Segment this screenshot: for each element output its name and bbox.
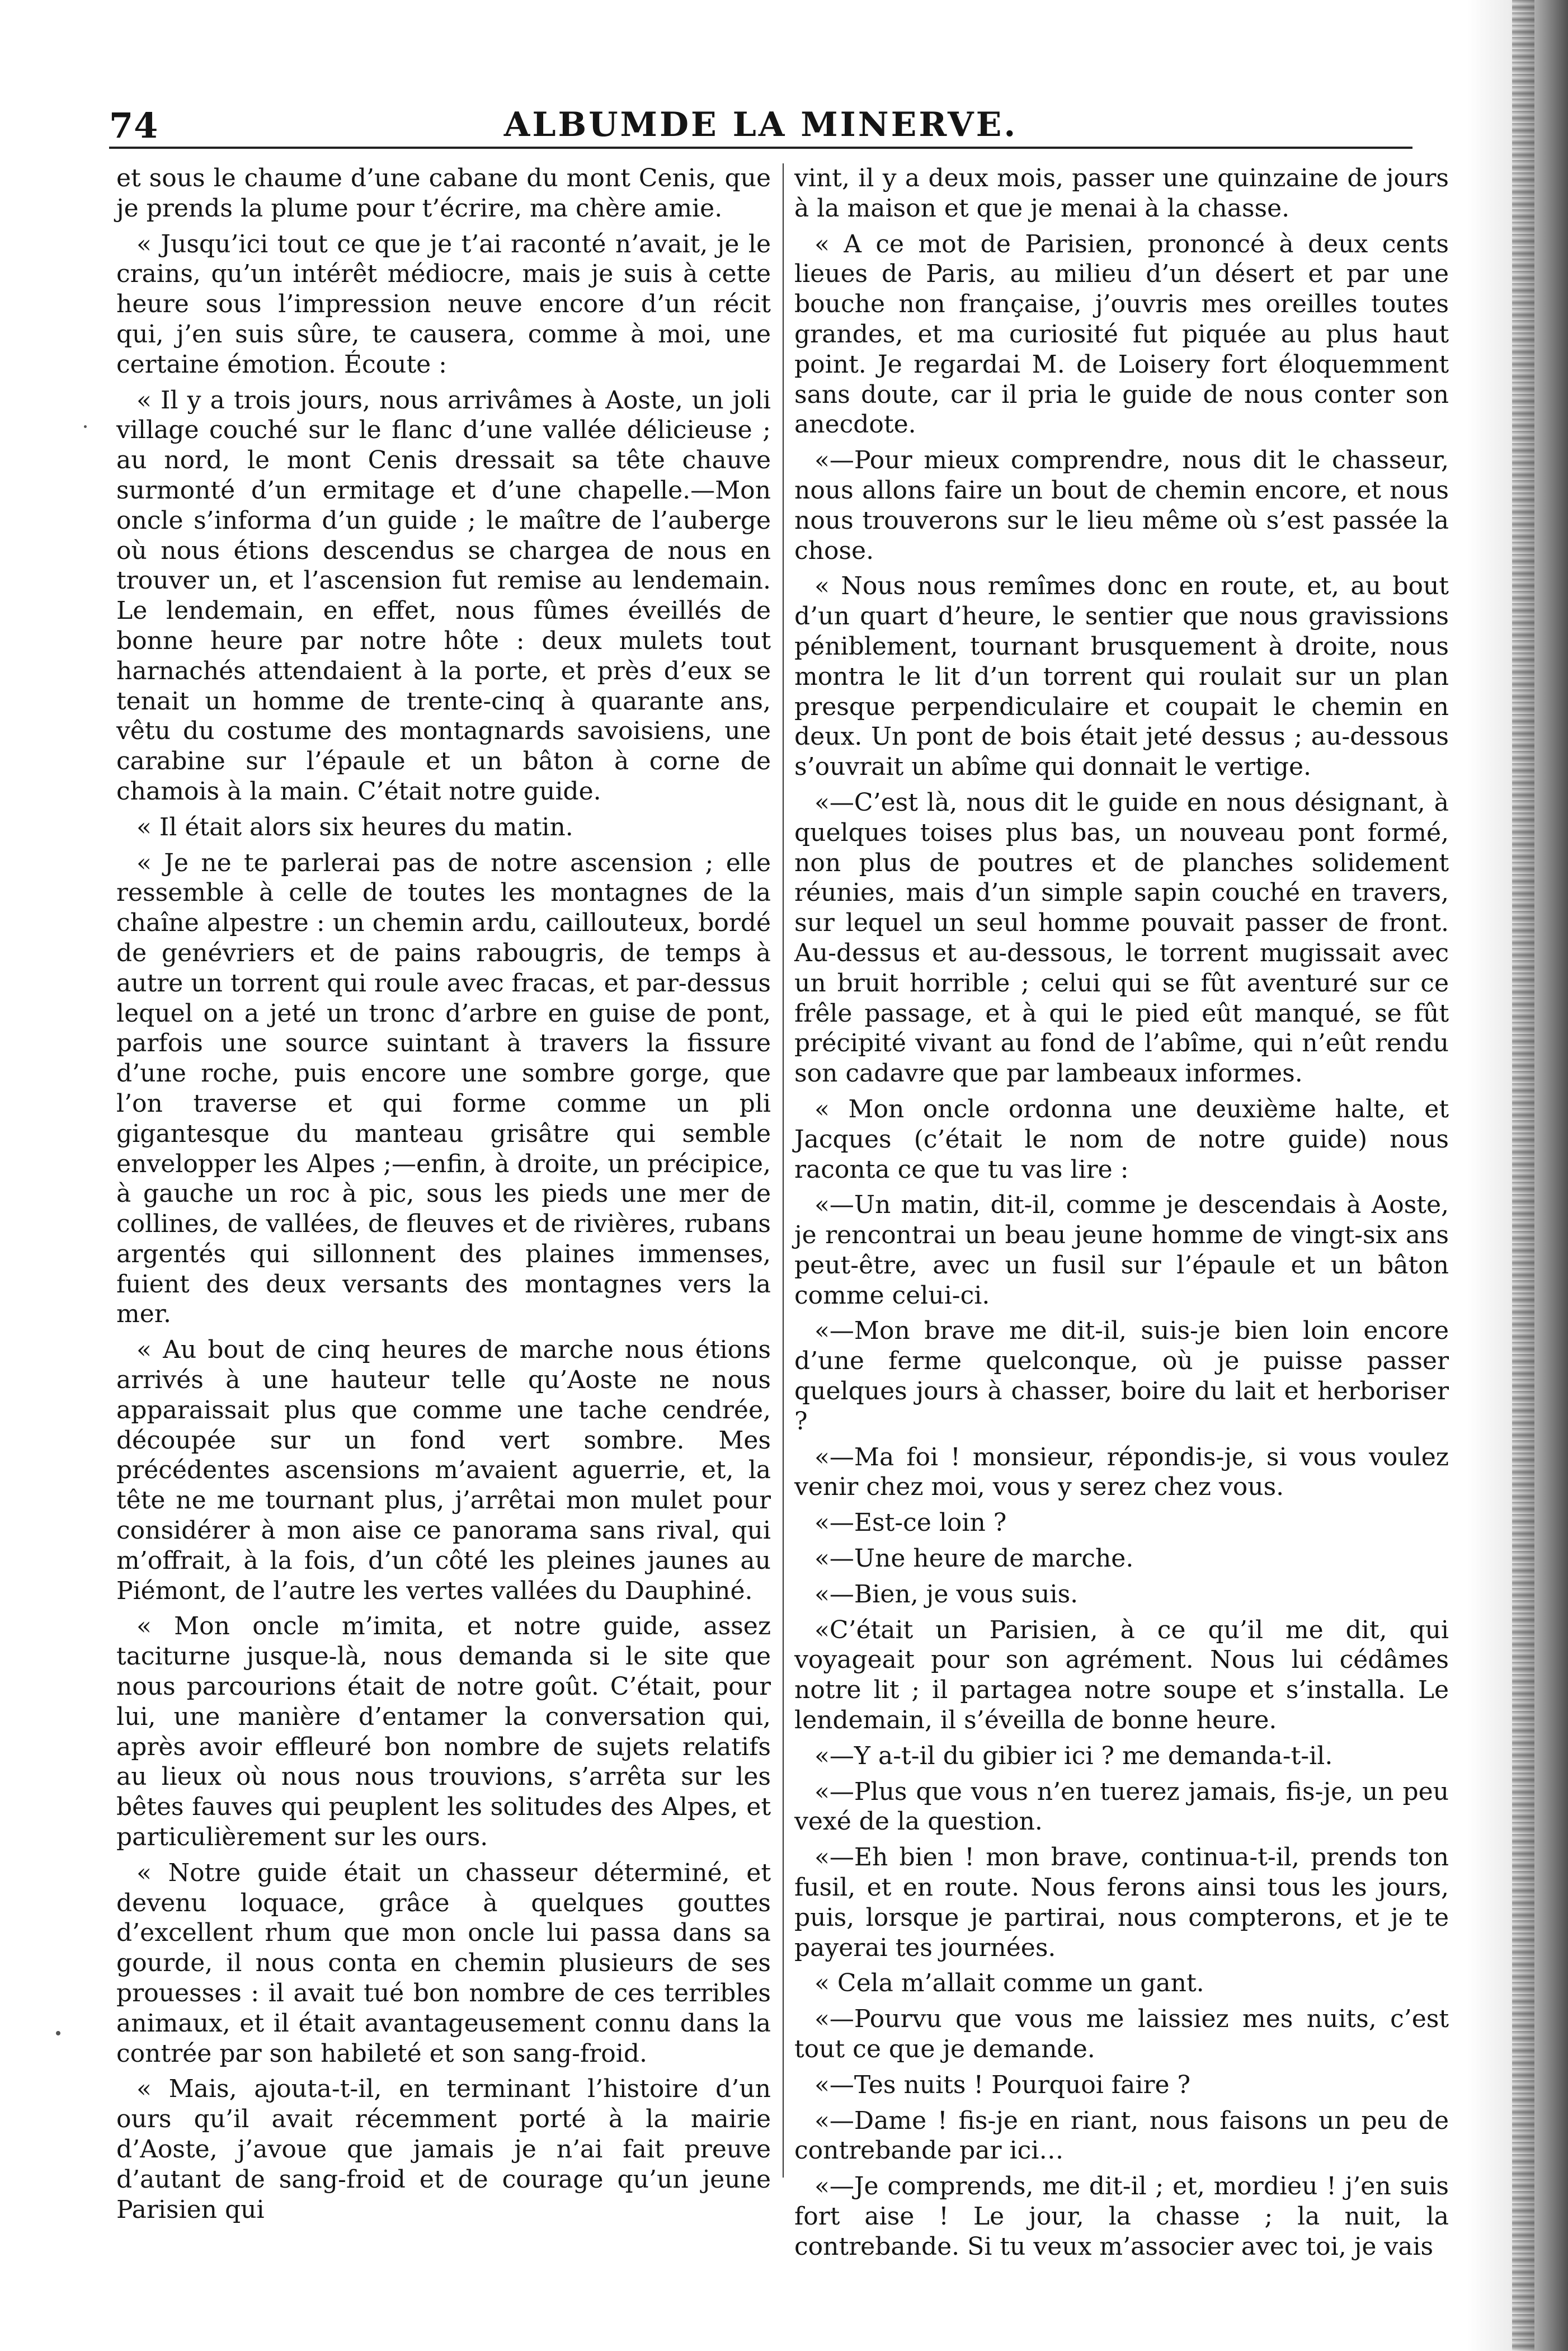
paragraph: vint, il y a deux mois, passer une quinzaine de jours à la maison et que je menai à la chasse. [794, 164, 1449, 223]
paragraph: «—Y a-t-il du gibier ici ? me demanda-t-il. [814, 1741, 1333, 1770]
paragraph: « Je ne te parlerai pas de notre ascension ; elle ressemble à celle de toutes les montagnes de la chaîne alpestre : un chemin ardu, caillouteux, bordé de genévriers et de pains rabougris, de temps à autre un torrent qui roule avec fracas, et par-dessus lequel on a jeté un tronc d’arbre en guise de pont, parfois une source suintant à travers la fissure d’une roche, puis encore une sombre gorge, que l’on traverse et qui forme comme un pli gigantesque du manteau grisâtre qui semble envelopper les Alpes ;—enfin, à droite, un précipice, à gauche un roc à pic, sous les pieds une mer de collines, de vallées, de fleuves et de rivières, rubans argentés qui sillonnent des plaines immenses, fuient des deux versants des montagnes vers la mer. [116, 848, 771, 1329]
paragraph: «—Plus que vous n’en tuerez jamais, fis-je, un peu vexé de la question. [794, 1777, 1449, 1836]
paragraph: «—Je comprends, me dit-il ; et, mordieu ! j’en suis fort aise ! Le jour, la chasse ; la nuit, la contrebande. Si tu veux m’associer avec toi, je vais [794, 2172, 1449, 2261]
print-speck [84, 425, 87, 428]
paragraph: «—Tes nuits ! Pourquoi faire ? [814, 2070, 1191, 2099]
header-rule [109, 147, 1412, 149]
paragraph: « Il y a trois jours, nous arrivâmes à Aoste, un joli village couché sur le flanc d’une vallée délicieuse ; au nord, le mont Cenis dressait sa tête chauve surmonté d’un ermitage et d’une chapelle.—Mon oncle s’informa d’un guide ; le maître de l’auberge où nous étions descendus se chargea de nous en trouver un, et l’ascension fut remise au lendemain. Le lendemain, en effet, nous fûmes éveillés de bonne heure par notre hôte : deux mulets tout harnachés attendaient à la porte, et près d’eux se tenait un homme de trente-cinq à quarante ans, vêtu du costume des montagnards savoisiens, une carabine sur l’épaule et un bâton à corne de chamois à la main. C’était notre guide. [116, 385, 771, 806]
paragraph: «C’était un Parisien, à ce qu’il me dit, qui voyageait pour son agrément. Nous lui cédâmes notre lit ; il partagea notre soupe et s’installa. Le lendemain, il s’éveilla de bonne heure. [794, 1615, 1449, 1735]
paragraph: «—Bien, je vous suis. [814, 1579, 1079, 1609]
paragraph: « Mais, ajouta-t-il, en terminant l’histoire d’un ours qu’il avait récemment porté à la mairie d’Aoste, j’avoue que jamais je n’ai fait preuve d’autant de sang-froid et de courage qu’un jeune Parisien qui [116, 2075, 771, 2224]
running-header [109, 95, 1412, 145]
paragraph: « Cela m’allait comme un gant. [814, 1969, 1204, 1998]
paragraph: «—Eh bien ! mon brave, continua-t-il, prends ton fusil, et en route. Nous ferons ainsi tous les jours, puis, lorsque je partirai, nous compterons, et je te payerai tes journées. [794, 1843, 1449, 1962]
running-title: ALBUMDE LA MINERVE. [503, 105, 1018, 144]
paragraph: et sous le chaume d’une cabane du mont Cenis, que je prends la plume pour t’écrire, ma chère amie. [116, 164, 771, 223]
paragraph: « Notre guide était un chasseur déterminé, et devenu loquace, grâce à quelques gouttes d’excellent rhum que mon oncle lui passa dans sa gourde, il nous conta en chemin plusieurs de ses prouesses : il avait tué bon nombre de ces terribles animaux, et il était avantageusement connu dans la contrée par son habileté et son sang-froid. [116, 1858, 771, 2068]
paragraph: «—Dame ! fis-je en riant, nous faisons un peu de contrebande par ici… [794, 2106, 1449, 2165]
column-divider [783, 163, 784, 2178]
paragraph: «—Ma foi ! monsieur, répondis-je, si vous voulez venir chez moi, vous y serez chez vous. [794, 1442, 1449, 1502]
paragraph: «—Est-ce loin ? [814, 1508, 1007, 1537]
paragraph: « Au bout de cinq heures de marche nous étions arrivés à une hauteur telle qu’Aoste ne nous apparaissait plus que comme une tache cendrée, découpée sur un fond vert sombre. Mes précédentes ascensions m’avaient aguerrie, et, la tête ne me tournant plus, j’arrêtai mon mulet pour considérer à mon aise ce panorama sans rival, qui m’offrait, à la fois, d’un côté les pleines jaunes au Piémont, de l’autre les vertes vallées du Dauphiné. [116, 1336, 771, 1605]
paragraph: «—Un matin, dit-il, comme je descendais à Aoste, je rencontrai un beau jeune homme de vingt-six ans peut-être, avec un fusil sur l’épaule et un bâton comme celui-ci. [794, 1191, 1449, 1310]
left-column [116, 163, 771, 2230]
paragraph: « A ce mot de Parisien, prononcé à deux cents lieues de Paris, au milieu d’un désert et par une bouche non française, j’ouvris mes oreilles toutes grandes, et ma curiosité fut piquée au plus haut point. Je regardai M. de Loisery fort éloquemment sans doute, car il pria le guide de nous conter son anecdote. [794, 229, 1449, 439]
paragraph: « Jusqu’ici tout ce que je t’ai raconté n’avait, je le crains, qu’un intérêt médiocre, mais je suis à cette heure sous l’impression neuve encore d’un récit qui, j’en suis sûre, te causera, comme à moi, une certaine émotion. Écoute : [116, 229, 771, 379]
print-speck [56, 2031, 60, 2035]
paragraph: «—Une heure de marche. [814, 1544, 1134, 1573]
paragraph: « Mon oncle m’imita, et notre guide, assez taciturne jusque-là, nous demanda si le site que nous parcourions était de notre goût. C’était, pour lui, une manière d’entamer la conversation qui, après avoir effleuré bon nombre de sujets relatifs au lieux où nous nous trouvions, s’arrêta sur les bêtes fauves qui peuplent les solitudes des Alpes, et particulièrement sur les ours. [116, 1612, 771, 1852]
paragraph: « Nous nous remîmes donc en route, et, au bout d’un quart d’heure, le sentier que nous gravissions péniblement, tournant brusquement à droite, nous montra le lit d’un torrent qui roulait sur un plan presque perpendiculaire et coupait le chemin en deux. Un pont de bois était jeté dessus ; au-dessous s’ouvrait un abîme qui donnait le vertige. [794, 572, 1449, 782]
page-edge-shadow [1467, 0, 1568, 2351]
paragraph: «—Mon brave me dit-il, suis-je bien loin encore d’une ferme quelconque, où je puisse passer quelques jours à chasser, boire du lait et herboriser ? [794, 1316, 1449, 1436]
paragraph: « Mon oncle ordonna une deuxième halte, et Jacques (c’était le nom de notre guide) nous raconta ce que tu vas lire : [794, 1094, 1449, 1184]
page-number: 74 [109, 105, 159, 146]
right-column [794, 163, 1449, 2268]
paragraph: «—C’est là, nous dit le guide en nous désignant, à quelques toises plus bas, un nouveau pont formé, non plus de poutres et de planches solidement réunies, mais d’un simple sapin couché en travers, sur lequel un seul homme pouvait passer de front. Au-dessus et au-dessous, le torrent mugissait avec un bruit horrible ; celui qui se fût aventuré sur ce frêle passage, et à qui le pied eût manqué, se fût précipité vivant au fond de l’abîme, qui n’eût rendu son cadavre que par lambeaux informes. [794, 788, 1449, 1088]
paragraph: «—Pourvu que vous me laissiez mes nuits, c’est tout ce que je demande. [794, 2005, 1449, 2064]
paragraph: « Il était alors six heures du matin. [136, 812, 573, 841]
paragraph: «—Pour mieux comprendre, nous dit le chasseur, nous allons faire un bout de chemin encore, et nous nous trouverons sur le lieu même où s’est passée la chose. [794, 446, 1449, 565]
